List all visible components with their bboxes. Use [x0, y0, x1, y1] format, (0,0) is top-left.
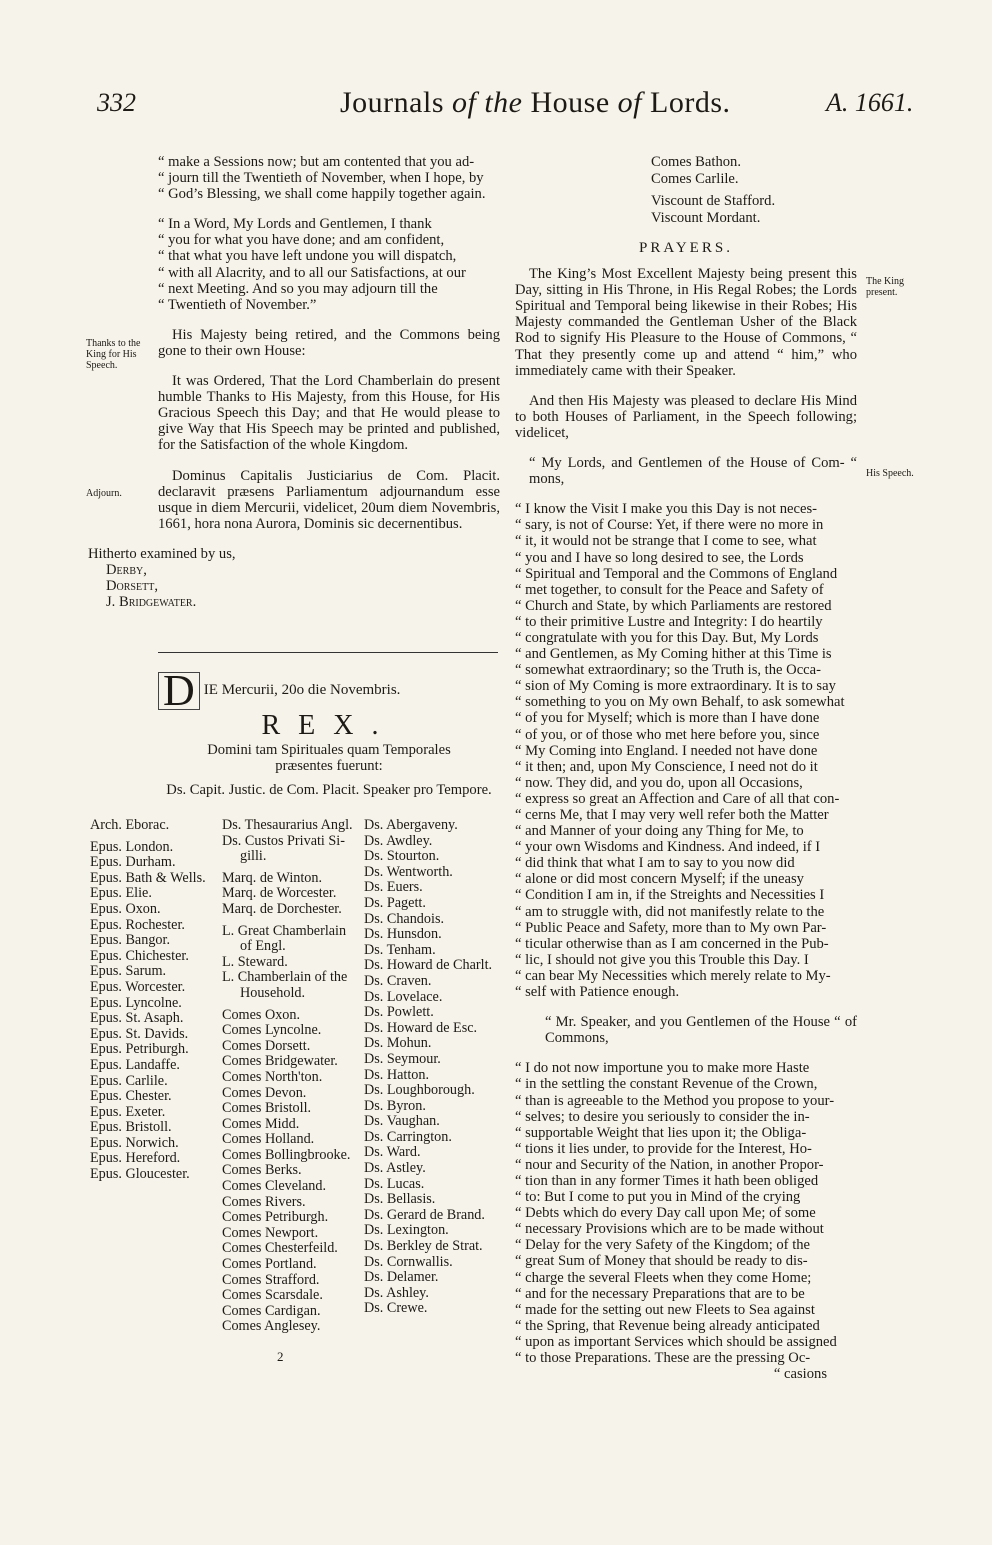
text-line: “ next Meeting. And so you may adjourn till the: [158, 280, 438, 297]
member-entry: Comes Bridgewater.: [222, 1053, 338, 1070]
title-of-the: of the: [452, 86, 523, 119]
member-entry: L. Chamberlain of the: [222, 969, 348, 986]
text-line: “ met together, to consult for the Peace and Safety of: [515, 581, 824, 598]
text-line: “ express so great an Affection and Care of all that con-: [515, 790, 840, 807]
member-entry: Epus. Landaffe.: [90, 1056, 180, 1073]
examiner-1: Derby,: [106, 561, 147, 578]
member-entry: Comes Holland.: [222, 1131, 315, 1148]
member-entry: Epus. Bangor.: [90, 932, 170, 949]
text-line: “ did think that what I am to say to you now did: [515, 855, 795, 872]
member-entry: Comes Anglesey.: [222, 1318, 321, 1335]
text-line: “ am to struggle with, did not manifestly relate to the: [515, 903, 825, 920]
member-entry: Comes Berks.: [222, 1162, 302, 1179]
member-entry: Ds. Gerard de Brand.: [364, 1206, 485, 1223]
member-entry: Ds. Pagett.: [364, 894, 426, 911]
text-line: “ lic, I should not give you this Trouble this Day. I: [515, 951, 809, 968]
member-entry: Arch. Eborac.: [90, 817, 170, 833]
examined-line: Hitherto examined by us,: [88, 545, 236, 562]
page-year: A. 1661.: [826, 88, 914, 117]
text-line: “ to their primitive Lustre and Integrity: I do heartily: [515, 613, 823, 630]
member-entry: Comes Bollingbrooke.: [222, 1146, 351, 1163]
day-heading: IE Mercurii, 20o die Novembris.: [203, 682, 401, 698]
member-entry: Ds. Abergaveny.: [364, 817, 458, 833]
member-entry: Ds. Vaughan.: [364, 1113, 440, 1130]
text-line: “ sary, is not of Course: Yet, if there were no more in: [515, 517, 824, 534]
thanks-order: It was Ordered, That the Lord Chamberlain do present humble Thanks to His Majesty, from this House, for His Gracious Speech this Day; and that He would please to give Way that His Speech may be printed and published, for the Satisfaction of the whole Kingdom.: [158, 373, 500, 454]
text-line: “ tion than in any former Times it hath been obliged: [515, 1172, 819, 1189]
text-line: “ Delay for the very Safety of the Kingdom; of the: [515, 1237, 811, 1254]
text-line: “ your own Wisdoms and Kindness. And indeed, if I: [515, 839, 821, 856]
rex-heading: REX.: [261, 710, 397, 741]
member-entry: Comes Petriburgh.: [222, 1209, 329, 1226]
member-entry: Epus. London.: [90, 838, 174, 855]
member-entry: Ds. Seymour.: [364, 1050, 441, 1067]
member-entry: Ds. Wentworth.: [364, 863, 453, 880]
text-line: “ than is agreeable to the Method you propose to your-: [515, 1092, 835, 1109]
member-entry: Marq. de Worcester.: [222, 885, 337, 902]
text-line: “ Twentieth of November.”: [158, 296, 317, 313]
text-line: “ self with Patience enough.: [515, 984, 680, 1001]
member-entry: Ds. Ward.: [364, 1144, 421, 1161]
list-item: Viscount Mordant.: [651, 209, 761, 226]
member-entry: Comes Cardigan.: [222, 1302, 321, 1319]
text-line: “ great Sum of Money that should be ready to dis-: [515, 1253, 808, 1270]
text-line: “ supportable Weight that lies upon it; the Obliga-: [515, 1124, 807, 1141]
member-entry: Ds. Euers.: [364, 879, 423, 896]
text-line: “ in the settling the constant Revenue of the Crown,: [515, 1076, 818, 1093]
member-entry: L. Steward.: [222, 953, 288, 970]
member-entry: Epus. Lyncolne.: [90, 994, 182, 1011]
member-entry: Ds. Carrington.: [364, 1128, 452, 1145]
member-entry: Ds. Lexington.: [364, 1222, 449, 1239]
member-entry: Ds. Thesaurarius Angl.: [222, 817, 353, 833]
title-of: of: [617, 86, 642, 119]
member-entry: Ds. Delamer.: [364, 1269, 439, 1286]
member-entry: Comes Midd.: [222, 1115, 300, 1132]
member-entry: Ds. Loughborough.: [364, 1082, 475, 1099]
member-entry: Household.: [240, 984, 306, 1001]
member-entry: Epus. Petriburgh.: [90, 1041, 189, 1058]
text-line: “ upon as important Services which should be assigned: [515, 1333, 837, 1350]
text-line: “ ticular otherwise than as I am concerned in the Pub-: [515, 935, 829, 952]
speech-part-1: [515, 501, 857, 1000]
text-line: “ Public Peace and Safety, more than to My own Par-: [515, 919, 827, 936]
member-entry: Comes Strafford.: [222, 1271, 320, 1288]
member-entry: Ds. Cornwallis.: [364, 1253, 453, 1270]
address-lords: “ My Lords, and Gentlemen of the House of Com- “ mons,: [529, 455, 857, 488]
margin-note-thanks: Thanks to the King for His Speech.: [86, 338, 141, 371]
member-entry: Comes Scarsdale.: [222, 1287, 323, 1304]
member-entry: Epus. Chichester.: [90, 947, 189, 964]
member-entry: Ds. Chandois.: [364, 910, 445, 927]
member-entry: Epus. Norwich.: [90, 1134, 179, 1151]
text-line: “ Debts which do every Day call upon Me; of some: [515, 1205, 816, 1222]
text-line: “ you for what you have done; and am confident,: [158, 232, 445, 249]
member-entry: Comes Lyncolne.: [222, 1022, 322, 1039]
member-entry: Ds. Stourton.: [364, 848, 440, 865]
text-line: “ I do not now importune you to make more Haste: [515, 1060, 810, 1077]
member-entry: Epus. Durham.: [90, 854, 176, 871]
member-entry: Epus. Oxon.: [90, 900, 161, 917]
text-line: “ it then; and, upon My Conscience, I need not do it: [515, 758, 818, 775]
text-line: “ journ till the Twentieth of November, when I hope, by: [158, 170, 484, 187]
margin-note-king: The King present.: [866, 276, 905, 298]
text-line: “ Spiritual and Temporal and the Commons of England: [515, 565, 838, 582]
member-entry: Epus. Exeter.: [90, 1103, 166, 1120]
member-entry: Ds. Ashley.: [364, 1284, 429, 1301]
member-entry: Ds. Howard de Esc.: [364, 1019, 478, 1036]
text-line: “ I know the Visit I make you this Day is not neces-: [515, 501, 818, 518]
member-entry: Epus. Carlile.: [90, 1072, 168, 1089]
member-entry: Ds. Hunsdon.: [364, 926, 442, 943]
member-entry: Comes North'ton.: [222, 1068, 323, 1085]
member-entry: Ds. Hatton.: [364, 1066, 430, 1083]
member-entry: Epus. Rochester.: [90, 916, 185, 933]
declare-text: And then His Majesty was pleased to declare His Mind to both Houses of Parliament, in the Speech following; videlicet,: [515, 392, 857, 441]
member-entry: Comes Portland.: [222, 1256, 317, 1273]
page-title: [340, 86, 731, 120]
present-heading: Domini tam Spirituales quam Temporales præsentes fuerunt:: [207, 742, 451, 775]
member-entry: Comes Dorsett.: [222, 1037, 311, 1054]
text-line: “ In a Word, My Lords and Gentlemen, I thank: [158, 216, 432, 233]
member-entry: Ds. Mohun.: [364, 1035, 432, 1052]
member-entry: Epus. Chester.: [90, 1088, 172, 1105]
member-entry: Epus. Bristoll.: [90, 1119, 172, 1136]
text-line: “ sion of My Coming is more extraordinary. It is to say: [515, 678, 836, 695]
member-entry: Epus. St. Asaph.: [90, 1010, 184, 1027]
margin-note-adjourn: Adjourn.: [86, 488, 122, 499]
members-column-1: [90, 818, 222, 1183]
list-item: Viscount de Stafford.: [651, 193, 776, 209]
page-number: 332: [97, 88, 136, 117]
speech-end-2: [158, 216, 500, 313]
member-entry: Ds. Lovelace.: [364, 988, 443, 1005]
prayers-heading: PRAYERS.: [639, 240, 733, 256]
signature-mark: 2: [277, 1349, 284, 1364]
list-item: Comes Bathon.: [651, 154, 741, 170]
text-line: “ somewhat extraordinary; so the Truth is, the Occa-: [515, 662, 821, 679]
members-column-2: [222, 818, 364, 1335]
text-line: “ that what you have left undone you will dispatch,: [158, 248, 457, 265]
text-line: “ something to you on My own Behalf, to ask somewhat: [515, 694, 845, 711]
member-entry: Ds. Custos Privati Si-: [222, 832, 345, 849]
member-entry: Ds. Astley.: [364, 1160, 426, 1177]
margin-note-speech: His Speech.: [866, 468, 914, 479]
catchword: “ casions: [773, 1366, 827, 1383]
text-line: “ you and I have so long desired to see, the Lords: [515, 549, 804, 566]
speech-part-2: [515, 1060, 857, 1366]
speech-end: [158, 154, 500, 202]
member-entry: Epus. Worcester.: [90, 978, 186, 995]
title-house: House: [530, 86, 610, 119]
text-line: “ and for the necessary Preparations that are to be: [515, 1285, 805, 1302]
text-line: “ to: But I come to put you in Mind of the crying: [515, 1189, 801, 1206]
member-entry: Ds. Craven.: [364, 972, 432, 989]
text-line: “ to those Preparations. These are the pressing Oc-: [515, 1350, 811, 1366]
member-entry: Comes Rivers.: [222, 1193, 306, 1210]
member-entry: Comes Newport.: [222, 1224, 319, 1241]
text-line: “ with all Alacrity, and to all our Satisfactions, at our: [158, 264, 466, 281]
member-entry: Epus. Hereford.: [90, 1150, 181, 1167]
text-line: “ nour and Security of the Nation, in another Propor-: [515, 1156, 824, 1173]
right-column: [515, 154, 857, 1382]
member-entry: Comes Cleveland.: [222, 1178, 327, 1195]
member-entry: Ds. Berkley de Strat.: [364, 1238, 483, 1255]
examiner-2: Dorsett,: [106, 578, 158, 595]
text-line: “ now. They did, and you do, upon all Occasions,: [515, 774, 803, 791]
text-line: “ and Manner of your doing any Thing for Me, to: [515, 823, 804, 840]
text-line: “ Condition I am in, if the Streights and Necessities I: [515, 887, 825, 904]
member-entry: Ds. Crewe.: [364, 1300, 428, 1317]
text-line: “ and Gentlemen, as My Coming hither at this Time is: [515, 646, 832, 663]
text-line: “ tions it lies under, to provide for the Interest, Ho-: [515, 1140, 812, 1157]
list-item: Comes Carlile.: [651, 170, 739, 187]
member-entry: Comes Devon.: [222, 1084, 307, 1101]
top-list: [515, 154, 857, 226]
member-entry: Epus. Sarum.: [90, 963, 167, 980]
member-entry: Ds. Byron.: [364, 1097, 426, 1114]
text-line: “ selves; to desire you seriously to consider the in-: [515, 1108, 810, 1125]
text-line: “ of you, or of those who met here before you, since: [515, 726, 820, 743]
day-section: [158, 672, 500, 798]
text-line: “ cerns Me, that I may very well refer both the Matter: [515, 807, 829, 823]
text-line: “ can bear My Necessities which merely relate to My-: [515, 967, 831, 984]
text-line: “ God’s Blessing, we shall come happily together again.: [158, 186, 486, 203]
member-entry: Ds. Lucas.: [364, 1175, 425, 1192]
drop-cap: D: [158, 672, 200, 710]
section-divider: [158, 652, 498, 653]
member-entry: Epus. St. Davids.: [90, 1025, 189, 1042]
member-entry: Ds. Powlett.: [364, 1004, 434, 1021]
adjourn-text: Dominus Capitalis Justiciarius de Com. Placit. declaravit præsens Parliamentum adjournandum esse usque in diem Mercurii, videlicet, 20um diem Novembris, 1661, hora nona Aurora, Dominis sic decernentibus.: [158, 467, 500, 532]
title-lords: Lords.: [650, 86, 731, 119]
member-entry: Comes Bristoll.: [222, 1100, 312, 1117]
text-line: “ congratulate with you for this Day. But, My Lords: [515, 629, 819, 646]
member-entry: Ds. Bellasis.: [364, 1191, 436, 1208]
text-line: “ it, it would not be strange that I come to see, what: [515, 533, 817, 550]
king-present-text: The King’s Most Excellent Majesty being present this Day, sitting in His Throne, in His Regal Robes; the Lords Spiritual and Temporal being likewise in their Robes; His Majesty commanded the Gentleman Usher of the Black Rod to signify His Pleasure to the House of Commons, “ That they presently come up and attend “ him,” who immediately came with their Speaker.: [515, 266, 857, 379]
member-entry: Ds. Howard de Charlt.: [364, 957, 493, 974]
text-line: “ make a Sessions now; but am contented that you ad-: [158, 154, 475, 170]
member-entry: Marq. de Dorchester.: [222, 900, 342, 917]
title-journals: Journals: [340, 86, 444, 119]
majesty-retired: His Majesty being retired, and the Commons being gone to their own House:: [158, 326, 500, 359]
member-entry: Ds. Tenham.: [364, 941, 436, 958]
member-entry: Epus. Elie.: [90, 885, 152, 902]
text-line: “ necessary Provisions which are to be made without: [515, 1221, 824, 1238]
text-line: “ Church and State, by which Parliaments are restored: [515, 597, 832, 614]
text-line: “ charge the several Fleets when they come Home;: [515, 1269, 812, 1286]
text-line: “ alone or did most concern Myself; if the uneasy: [515, 871, 804, 888]
member-entry: Marq. de Winton.: [222, 869, 323, 886]
member-entry: L. Great Chamberlain: [222, 922, 347, 939]
member-entry: Epus. Bath & Wells.: [90, 869, 206, 886]
examiner-3: J. Bridgewater.: [106, 594, 197, 611]
member-entry: Ds. Awdley.: [364, 832, 433, 849]
member-entry: Comes Oxon.: [222, 1006, 301, 1023]
text-line: “ made for the setting out new Fleets to Sea against: [515, 1301, 815, 1318]
member-entry: Comes Chesterfeild.: [222, 1240, 338, 1257]
address-commons: “ Mr. Speaker, and you Gentlemen of the House “ of Commons,: [545, 1014, 857, 1047]
text-line: “ My Coming into England. I needed not have done: [515, 742, 818, 759]
speaker-line: Ds. Capit. Justic. de Com. Placit. Speaker pro Tempore.: [166, 782, 492, 799]
member-entry: Epus. Gloucester.: [90, 1166, 190, 1183]
member-entry: gilli.: [240, 848, 267, 865]
text-line: “ the Spring, that Revenue being already anticipated: [515, 1317, 820, 1334]
members-column-3: [364, 818, 506, 1317]
member-entry: of Engl.: [240, 938, 286, 955]
text-line: “ of you for Myself; which is more than I have done: [515, 710, 820, 727]
